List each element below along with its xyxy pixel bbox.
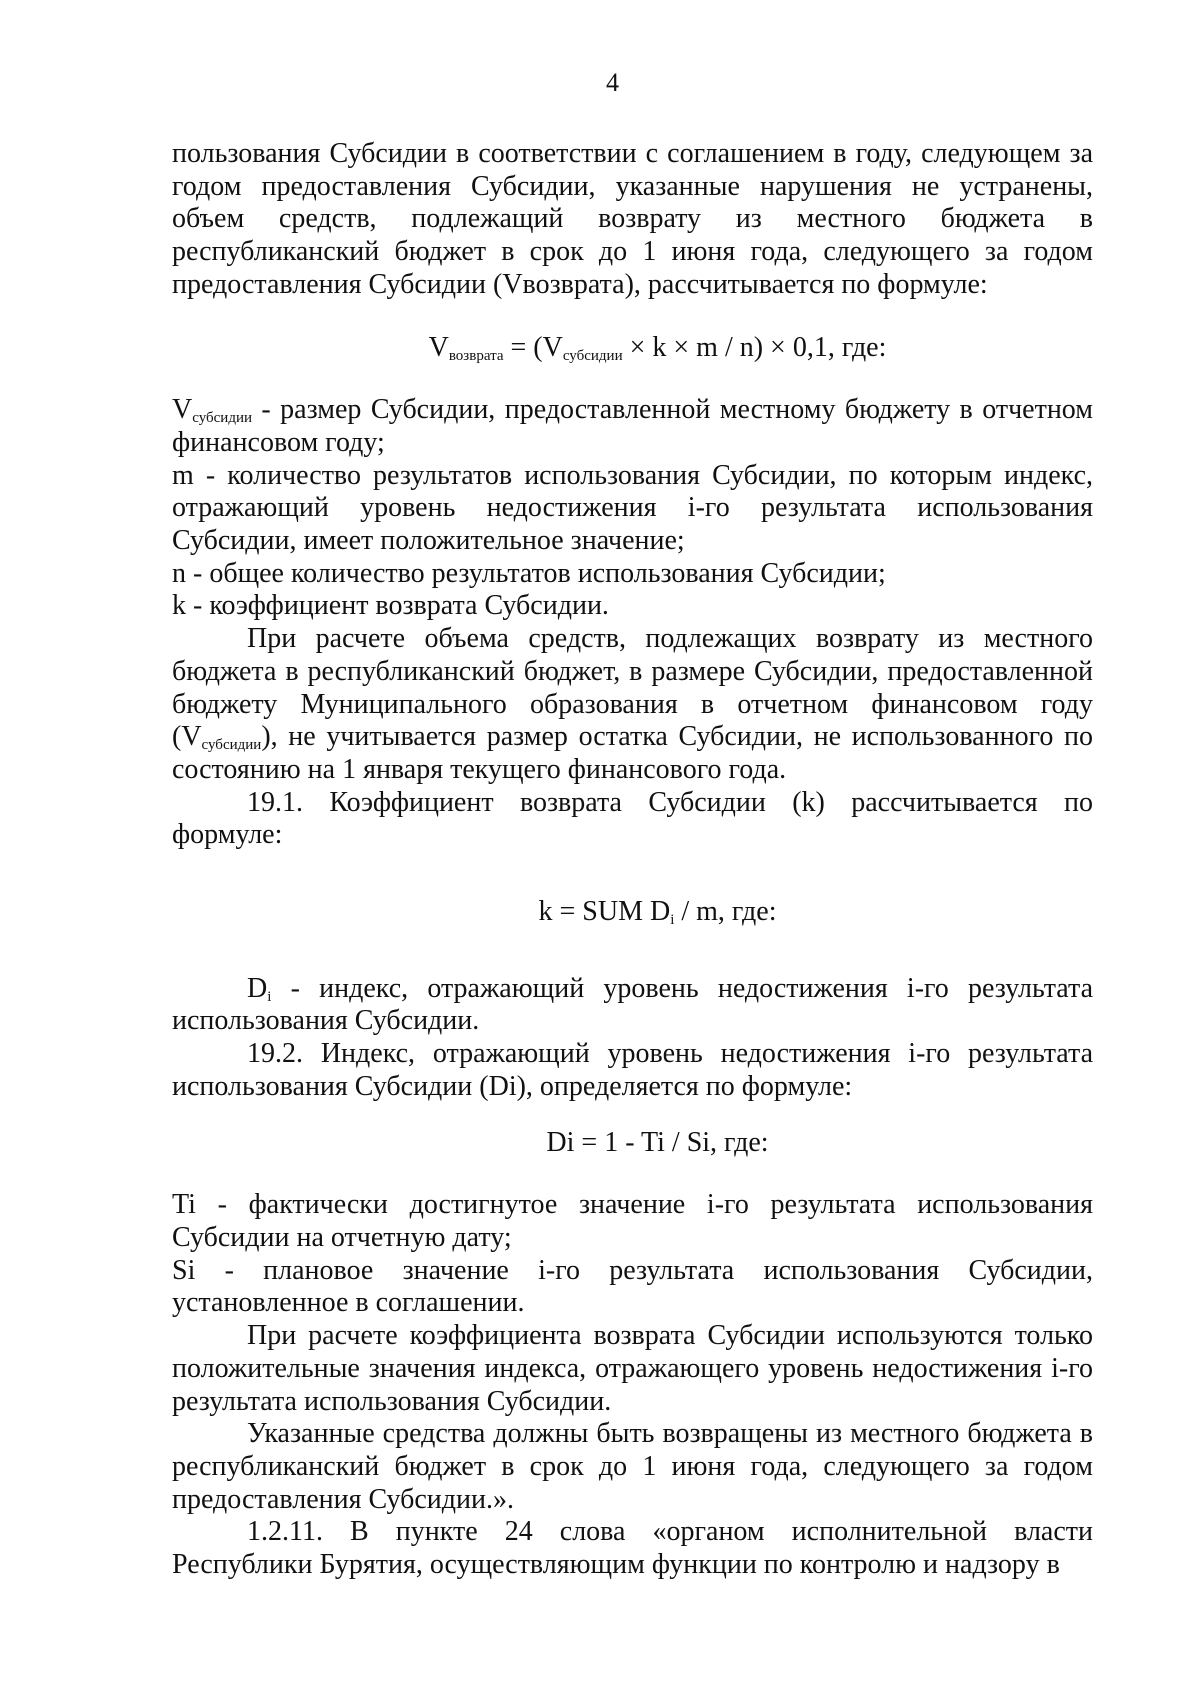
definition-n: n - общее количество результатов использования Субсидии;	[172, 557, 886, 589]
definition-m: m - количество результатов использования Субсидии, по которым индекс, отражающий уровень недостижения i-го результата использования Субсидии, имеет положительное значение;	[172, 459, 1093, 557]
formula-rest: × k × m / n) × 0,1, где:	[622, 331, 887, 363]
definition-ti: Ti - фактически достигнутое значение i-го результата использования Субсидии на отчетную дату;	[172, 1189, 1093, 1253]
para-calc-part2: ), не учитывается размер остатка Субсидии, не использованного по состоянию на 1 января текущего финансового года.	[172, 721, 1093, 785]
formula-return-volume	[172, 302, 1093, 395]
def-v-sub: субсидии	[192, 410, 252, 427]
intro-paragraph: пользования Субсидии в соответствии с соглашением в году, следующем за годом предоставления Субсидии, указанные нарушения не устранены, объем средств, подлежащий возврату из местного бюджета в республиканский бюджет в срок до 1 июня года, следующего за годом предоставления Субсидии (Vвозврата), рассчитывается по формуле:	[172, 138, 1093, 300]
formula2-b: / m, где:	[674, 896, 777, 928]
paragraph-positive: При расчете коэффициента возврата Субсидии используются только положительные значения индекса, отражающего уровень недостижения i-го результата использования Субсидии.	[172, 1320, 1093, 1417]
formula-v: V	[428, 331, 449, 363]
def-v-symbol: V	[172, 394, 193, 426]
page-number: 4	[606, 68, 619, 97]
formula-subsidy-sub: субсидии	[562, 347, 623, 364]
formula-v-sub: возврата	[448, 347, 504, 364]
definition-d	[172, 973, 1093, 1038]
def-d-symbol: D	[247, 972, 268, 1004]
paragraph-19-2: 19.2. Индекс, отражающий уровень недостижения i-го результата использования Субсидии (Di), определяется по формуле:	[172, 1038, 1093, 1102]
definition-si: Si - плановое значение i-го результата использования Субсидии, установленное в соглашении.	[172, 1254, 1093, 1319]
paragraph-return: Указанные средства должны быть возвращены из местного бюджета в республиканский бюджет в срок до 1 июня года, следующего за годом предоставления Субсидии.».	[172, 1418, 1093, 1515]
paragraph-19-1: 19.1. Коэффициент возврата Субсидии (k) рассчитывается по формуле:	[172, 786, 1093, 851]
paragraph-calc	[172, 623, 1093, 787]
def-v-text: - размер Субсидии, предоставленной местному бюджету в отчетном финансовом году;	[172, 394, 1093, 458]
para-calc-part1: При расчете объема средств, подлежащих возврату из местного бюджета в республиканский бюджет, в размере Субсидии, предоставленной бюджету Муниципального образования в отчетном финансовом году (V	[172, 623, 1093, 753]
paragraph-1-2-11: 1.2.11. В пункте 24 слова «органом исполнительной власти Республики Бурятия, осуществляющим функции по контролю и надзору в	[172, 1516, 1093, 1581]
formula-eq: = (V	[503, 331, 563, 363]
document-body	[172, 138, 1093, 1582]
formula-coefficient	[172, 852, 1093, 973]
definition-v-subsidy	[172, 394, 1093, 459]
para-calc-sub: субсидии	[201, 737, 262, 754]
def-d-text: - индекс, отражающий уровень недостижения i-го результата использования Субсидии.	[172, 972, 1093, 1037]
formula2-sub: i	[670, 912, 675, 929]
formula-index: Di = 1 - Ti / Si, где:	[546, 1126, 769, 1158]
def-d-sub: i	[267, 988, 272, 1005]
formula2-a: k = SUM D	[538, 896, 671, 928]
definition-k: k - коэффициент возврата Субсидии.	[172, 590, 609, 622]
